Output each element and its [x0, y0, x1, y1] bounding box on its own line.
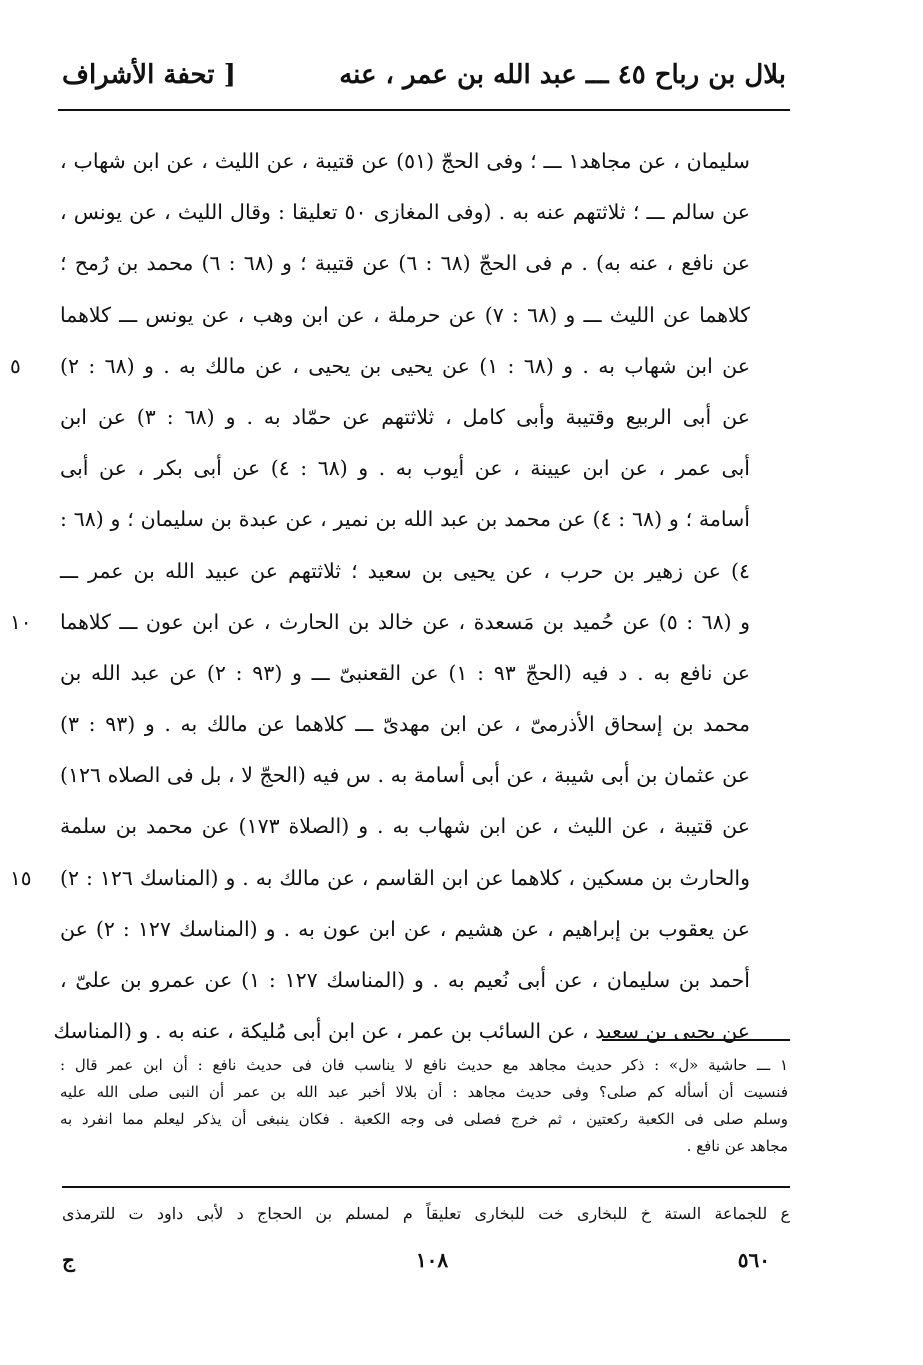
body-line: [53, 1006, 750, 1057]
header-rule: [58, 109, 790, 111]
page-number: ١٠٨: [415, 1248, 449, 1272]
body-line: [60, 443, 750, 494]
body-line-text: عن يحيى بن سعيد ، عن السائب بن عمر ، عن ابن أبى مُليكة ، عنه به . و (المناسك: [53, 1019, 750, 1044]
body-line-text: عن قتيبة ، عن الليث ، عن ابن شهاب به . و (الصلاة ١٧٣) عن محمد بن سلمة: [60, 814, 751, 839]
line-number: ١٠: [10, 609, 32, 634]
body-line-text: أبى عمر ، عن ابن عيينة ، عن أيوب به . و (٦٨ : ٤) عن أبى بكر ، عن أبى: [60, 456, 750, 481]
body-line: [60, 955, 750, 1006]
body-line: [60, 648, 750, 699]
body-line-text: عن يعقوب بن إبراهيم ، عن هشيم ، عن ابن عون به . و (المناسك ١٢٧ : ٢) عن: [60, 916, 750, 941]
body-line: [60, 699, 750, 750]
body-line: [10, 341, 750, 392]
body-line: [60, 750, 750, 801]
book-title: [ تحفة الأشراف: [62, 60, 236, 90]
footnote-line: مجاهد عن نافع .: [686, 1137, 788, 1155]
body-line: [60, 187, 750, 238]
body-line: [10, 597, 750, 648]
footnote-rule: [602, 1039, 790, 1041]
body-line-text: عن نافع به . د فيه (الحجّ ٩٣ : ١) عن القعنبىّ ـــ و (٩٣ : ٢) عن عبد الله بن: [60, 660, 751, 685]
body-line: [60, 392, 750, 443]
body-line-text: عن سالم ـــ ؛ ثلاثتهم عنه به . (وفى المغازى ٥٠ تعليقا : وقال الليث ، عن يونس ،: [60, 200, 750, 225]
line-number: ٥: [10, 353, 21, 378]
footnote-line: فنسيت أن أسأله كم صلى؟ وفى حديث مجاهد : أن بلالا أخبر عبد الله بن عمر أن النبى صلى الله عليه: [60, 1083, 788, 1101]
body-line-text: سليمان ، عن مجاهد١ ـــ ؛ وفى الحجّ (٥١) عن قتيبة ، عن الليث ، عن ابن شهاب ،: [60, 149, 750, 173]
footer-number-right: ٥٦٠: [737, 1248, 770, 1272]
body-line-text: عن ابن شهاب به . و (٦٨ : ١) عن يحيى بن يحيى ، عن مالك به . و (٦٨ : ٢): [60, 353, 750, 378]
abbreviations-key: ع للجماعة الستة خ للبخارى خت للبخارى تعليقاً م لمسلم بن الحجاج د لأبى داود ت للترمذى: [62, 1204, 790, 1223]
body-text: [10, 136, 751, 1057]
body-line-text: كلاهما عن الليث ـــ و (٦٨ : ٧) عن حرملة ، عن ابن وهب ، عن يونس ـــ كلاهما: [60, 302, 750, 327]
footnotes: [60, 1052, 788, 1160]
footnote-line: ١ ـــ حاشية «ل» : ذكر حديث مجاهد مع حديث نافع لا يناسب فان فى حديث نافع : أن ابن عمر قال :: [60, 1056, 788, 1074]
body-line: [60, 801, 750, 852]
body-line-text: عن عثمان بن أبى شيبة ، عن أبى أسامة به . س فيه (الحجّ لا ، بل فى الصلاه ١٢٦): [60, 763, 750, 788]
body-line: [60, 494, 750, 545]
page-footer: [62, 1248, 790, 1278]
body-line-text: و (٦٨ : ٥) عن حُميد بن مَسعدة ، عن خالد بن الحارث ، عن ابن عون ـــ كلاهما: [60, 609, 750, 634]
body-line: [60, 546, 750, 597]
body-line-text: ٤) عن زهير بن حرب ، عن يحيى بن سعيد ؛ ثلاثتهم عن عبيد الله بن عمر ـــ: [60, 558, 750, 583]
body-line-text: محمد بن إسحاق الأذرمىّ ، عن ابن مهدىّ ـــ كلاهما عن مالك به . و (٩٣ : ٣): [60, 712, 750, 737]
line-number: ١٥: [10, 865, 32, 890]
abbreviations-rule: [62, 1186, 790, 1188]
footnote-line: وسلم صلى فى الكعبة ركعتين ، ثم خرج فصلى فى وجه الكعبة . فكان ينبغى أن يذكر ليعلم مما انفرد به: [60, 1110, 789, 1128]
body-line: [60, 290, 750, 341]
body-line: [60, 904, 750, 955]
body-line-text: أسامة ؛ و (٦٨ : ٤) عن محمد بن عبد الله بن نمير ، عن عبدة بن سليمان ؛ و (٦٨ :: [60, 507, 750, 532]
body-line: [10, 853, 750, 904]
body-line-text: أحمد بن سليمان ، عن أبى نُعيم به . و (المناسك ١٢٧ : ١) عن عمرو بن علىّ ،: [60, 968, 750, 992]
body-line: [60, 238, 750, 289]
page-header: [62, 60, 786, 104]
footer-letter: ج: [62, 1248, 75, 1272]
body-line-text: والحارث بن مسكين ، كلاهما عن ابن القاسم ، عن مالك به . و (المناسك ١٢٦ : ٢): [60, 865, 750, 890]
body-line-text: عن نافع ، عنه به) . م فى الحجّ (٦٨ : ٦) عن قتيبة ؛ و (٦٨ : ٦) محمد بن رُمح ؛: [60, 251, 750, 276]
body-line-text: عن أبى الربيع وقتيبة وأبى كامل ، ثلاثتهم عن حمّاد به . و (٦٨ : ٣) عن ابن: [60, 404, 750, 429]
running-title: بلال بن رباح ٤٥ ـــ عبد الله بن عمر ، عنه: [339, 60, 786, 90]
body-line: [60, 136, 750, 187]
